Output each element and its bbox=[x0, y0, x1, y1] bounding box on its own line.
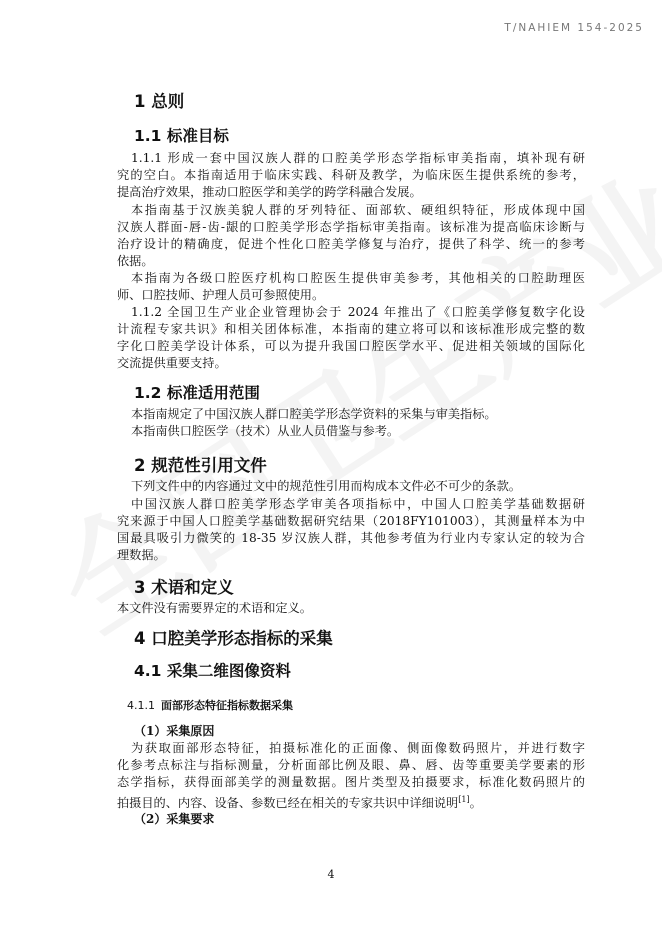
text-line: 本指南规定了中国汉族人群口腔美学形态学资料的采集与审美指标。 bbox=[131, 407, 497, 421]
text-line: 提高治疗效果，推动口腔医学和美学的跨学科融合发展。 bbox=[117, 185, 422, 199]
paragraph-terms bbox=[117, 600, 585, 617]
text-fragment: 。 bbox=[469, 796, 482, 811]
text-line: 中国汉族人群口腔美学形态学审美各项指标中，中国人口腔美学基础数据研 bbox=[131, 497, 585, 511]
paragraph-normative-source bbox=[117, 496, 585, 564]
section-3-title: 3 术语和定义 bbox=[134, 578, 234, 597]
section-4-1-1-title: 面部形态特征指标数据采集 bbox=[161, 699, 293, 712]
text-line: 交流提供重要支持。 bbox=[117, 356, 227, 370]
text-line: 1.1.2 全国卫生产业企业管理协会于 2024 年推出了《口腔美学修复数字化设 bbox=[131, 305, 585, 319]
section-number: 4.1.1 bbox=[127, 699, 155, 712]
text-line: 态学指标，获得面部美学的测量数据。图片类型及拍摄要求，标准化数码照片的 bbox=[117, 775, 585, 789]
text-line: 本指南供口腔医学（技术）从业人员借鉴与参考。 bbox=[131, 424, 400, 438]
section-1-title: 1 总则 bbox=[134, 92, 185, 111]
text-line: 依据。 bbox=[117, 254, 154, 268]
subsection-reason-title: （1）采集原因 bbox=[134, 724, 215, 738]
text-line: 下列文件中的内容通过文中的规范性引用而构成本文件必不可少的条款。 bbox=[131, 479, 521, 493]
text-line: 汉族人群面-唇-齿-龈的口腔美学形态学指标审美指南。该标准为提高临床诊断与 bbox=[117, 220, 585, 234]
paragraph-1-1-2 bbox=[117, 304, 585, 372]
text-line: 究的空白。本指南适用于临床实践、科研及教学，为临床医生提供系统的参考， bbox=[117, 168, 585, 182]
standard-code: T/NAHIEM 154-2025 bbox=[504, 22, 644, 34]
text-fragment: 拍摄目的、内容、设备、参数已经在相关的专家共识中详细说明 bbox=[117, 796, 459, 811]
paragraph-basis bbox=[117, 202, 585, 270]
paragraph-normative-intro bbox=[117, 478, 585, 495]
text-line: 1.1.1 形成一套中国汉族人群的口腔美学形态学指标审美指南，填补现有研 bbox=[131, 151, 585, 165]
section-4-1-1-heading bbox=[127, 697, 293, 713]
section-2-title: 2 规范性引用文件 bbox=[134, 456, 267, 475]
text-line: 国最具吸引力微笑的 18-35 岁汉族人群，其他参考值为行业内专家认定的较为合 bbox=[117, 531, 585, 545]
text-line: 理数据。 bbox=[117, 548, 166, 562]
subsection-requirement-title: （2）采集要求 bbox=[134, 812, 215, 826]
text-line: 本指南基于汉族美貌人群的牙列特征、面部软、硬组织特征，形成体现中国 bbox=[131, 203, 585, 217]
paragraph-1-1-1 bbox=[117, 150, 585, 201]
text-line: 本文件没有需要界定的术语和定义。 bbox=[117, 601, 312, 615]
page-number: 4 bbox=[327, 868, 335, 881]
paragraph-scope bbox=[117, 406, 585, 440]
text-line: 师、口腔技师、护理人员可参照使用。 bbox=[117, 288, 325, 302]
citation-reference[interactable]: [1] bbox=[458, 795, 470, 804]
paragraph-usage bbox=[117, 270, 585, 304]
section-4-title: 4 口腔美学形态指标的采集 bbox=[134, 629, 333, 648]
text-line bbox=[117, 791, 585, 812]
text-line: 本指南为各级口腔医疗机构口腔医生提供审美参考，其他相关的口腔助理医 bbox=[131, 271, 585, 285]
text-line: 治疗设计的精确度，促进个性化口腔美学修复与治疗，提供了科学、统一的参考 bbox=[117, 237, 585, 251]
section-4-1-title: 4.1 采集二维图像资料 bbox=[134, 662, 291, 680]
text-line: 计流程专家共识》和相关团体标准，本指南的建立将可以和该标准形成完整的数 bbox=[117, 322, 585, 336]
text-line: 究来源于中国人口腔美学基础数据研究结果（2018FY101003），其测量样本为中 bbox=[117, 514, 585, 528]
section-1-2-title: 1.2 标准适用范围 bbox=[134, 384, 260, 402]
section-1-1-title: 1.1 标准目标 bbox=[134, 127, 229, 145]
text-line: 为获取面部形态特征，拍摄标准化的正面像、侧面像数码照片，并进行数字 bbox=[131, 741, 585, 755]
paragraph-collection-reason bbox=[117, 740, 585, 812]
text-line: 字化口腔美学设计体系，可以为提升我国口腔医学水平、促进相关领域的国际化 bbox=[117, 339, 585, 353]
text-line: 化参考点标注与指标测量，分析面部比例及眼、鼻、唇、齿等重要美学要素的形 bbox=[117, 758, 585, 772]
